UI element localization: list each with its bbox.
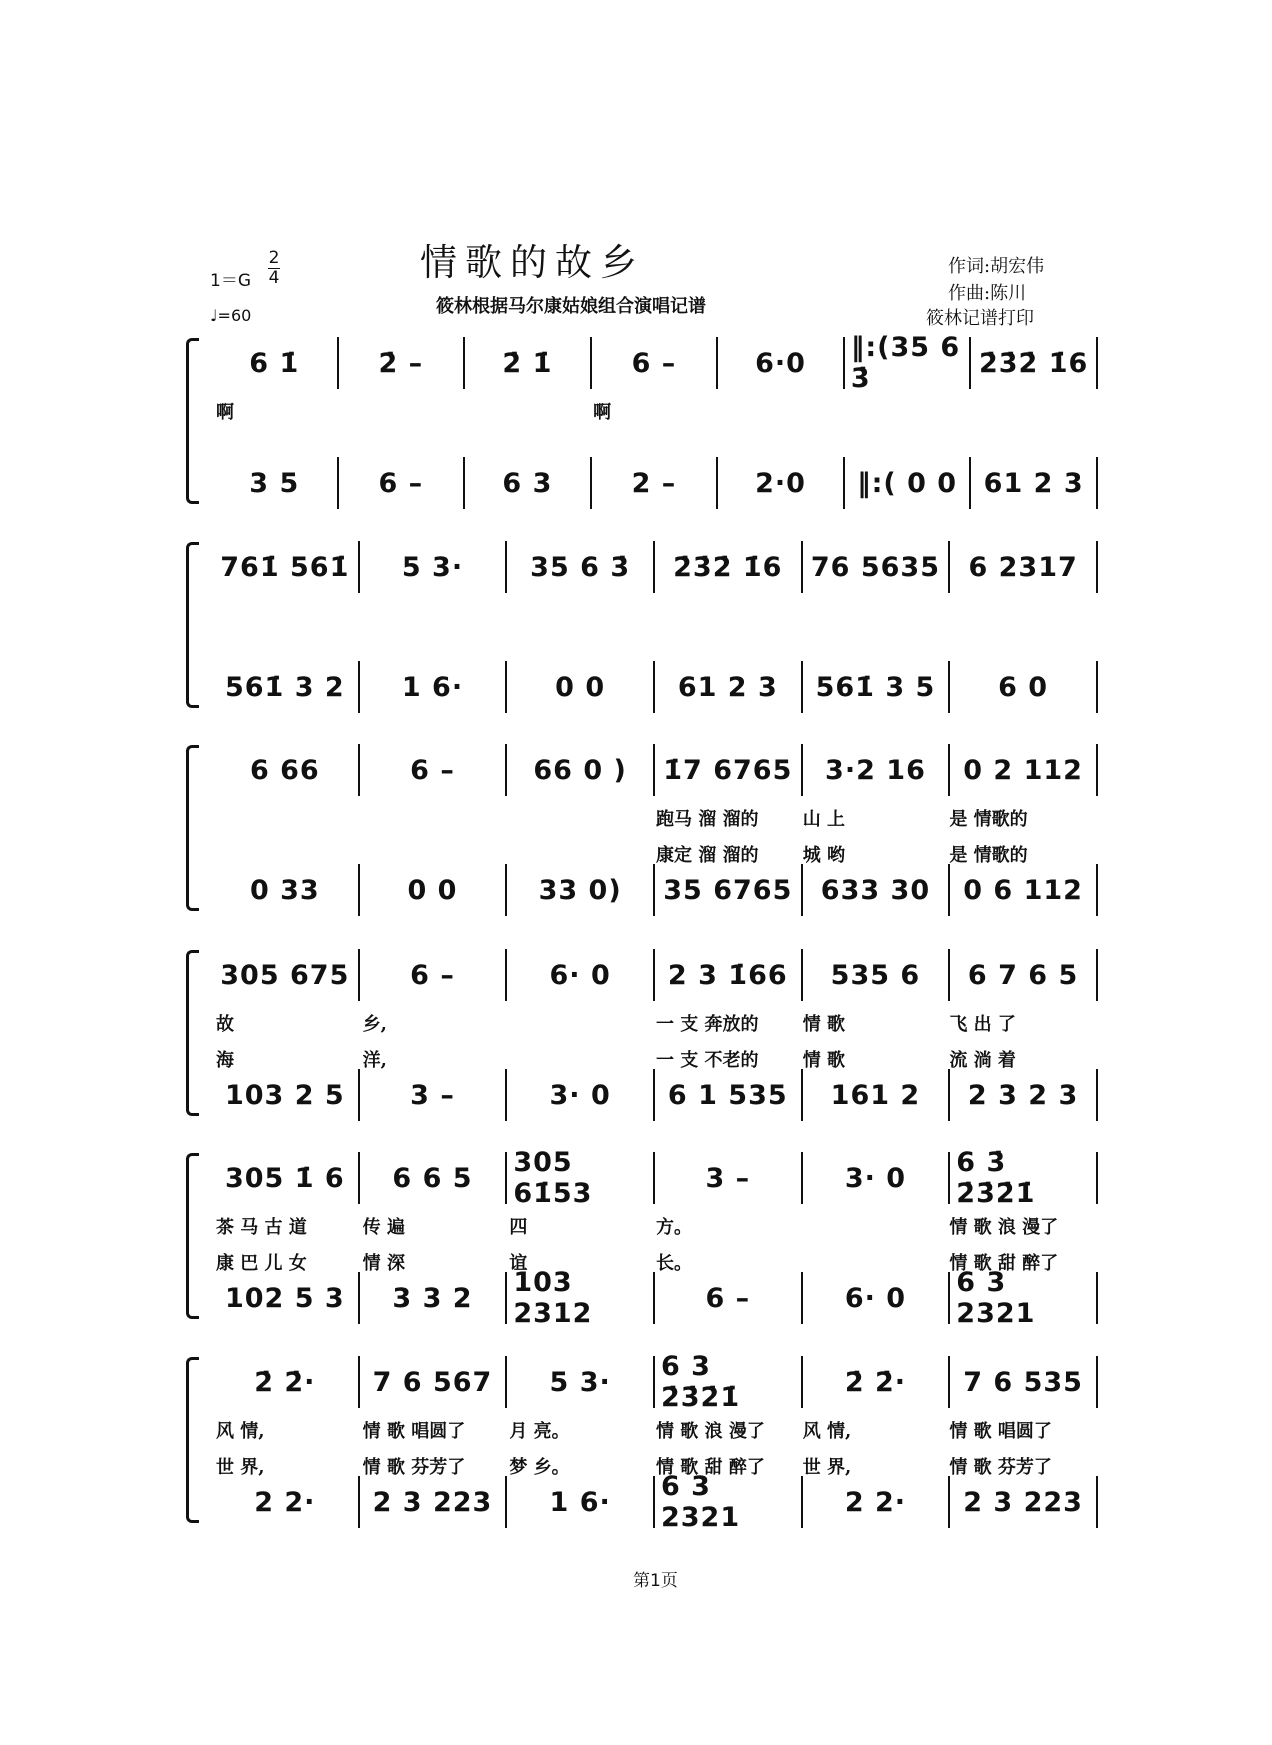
- measure: [803, 1356, 951, 1408]
- note-group: 2 2·: [254, 1486, 316, 1518]
- note-group: 3· 0: [844, 1162, 907, 1194]
- lyric-text: [949, 602, 1096, 632]
- measure: [655, 864, 803, 916]
- lyrics-verse-1: [216, 398, 1096, 428]
- lyric-text: 梦 乡。: [509, 1457, 570, 1478]
- transcriber-credit: 筱林记谱打印: [926, 308, 1034, 329]
- lyric-text: [363, 805, 510, 835]
- measure: [360, 1069, 508, 1121]
- lyric-text: 城 哟: [802, 845, 845, 866]
- note-group: 3 3 2: [392, 1282, 473, 1314]
- time-signature: [268, 249, 280, 288]
- system-bracket: [186, 1357, 199, 1523]
- measure: [360, 661, 508, 713]
- note-group: 6 66: [249, 754, 320, 786]
- lyric-text: 传 遍: [362, 1217, 405, 1238]
- measure: [950, 1356, 1098, 1408]
- lyric-text: 康定 溜 溜的: [656, 845, 759, 866]
- note-group: 2̇3̇2̇ 1̇6: [978, 347, 1089, 379]
- song-subtitle: 筱林根据马尔康姑娘组合演唱记谱: [436, 296, 706, 317]
- measure: [803, 1476, 951, 1528]
- note-group: 61 2 3: [983, 467, 1084, 499]
- lyric-text: 情 歌 唱圆了: [949, 1421, 1052, 1442]
- note-group: 2̇ 2̇·: [844, 1366, 907, 1398]
- measure: [212, 337, 339, 389]
- note-group: 0 33: [249, 874, 320, 906]
- measure: [971, 457, 1098, 509]
- measure: [655, 1351, 803, 1413]
- lyrics-verse-1: [216, 602, 1096, 632]
- lyric-text: [845, 398, 971, 428]
- page-number: 第1页: [633, 1571, 678, 1591]
- note-group: 103 2312: [513, 1267, 593, 1329]
- upper-voice-line: [212, 332, 1098, 394]
- note-group: 0 2 112: [963, 754, 1083, 786]
- lyric-text: 情 歌 芬芳了: [949, 1457, 1052, 1478]
- measure: [507, 1476, 655, 1528]
- lower-voice-line: [212, 1267, 1098, 1329]
- note-group: ‖:( 0 0: [857, 467, 958, 499]
- note-group: 305 1̇ 6: [224, 1162, 345, 1194]
- measure: [950, 1267, 1098, 1329]
- measure: [212, 744, 360, 796]
- lyric-text: 情 歌 芬芳了: [362, 1457, 466, 1478]
- lyric-text: 是 情歌的: [949, 809, 1028, 830]
- lower-voice-line: [212, 1064, 1098, 1126]
- note-group: 76 5635: [810, 551, 941, 583]
- time-signature-bottom: 4: [268, 268, 280, 288]
- system-bracket: [186, 338, 199, 504]
- note-group: 2 3 223: [963, 1486, 1083, 1518]
- lyric-text: 情 歌: [802, 1050, 845, 1071]
- measure: [950, 949, 1098, 1001]
- note-group: 3·2 16: [825, 754, 926, 786]
- measure: [655, 1272, 803, 1324]
- note-group: 6 3 2321: [956, 1267, 1036, 1329]
- note-group: 6 3 2̇3̇2̇1̇: [660, 1351, 741, 1413]
- lyric-text: [803, 602, 950, 632]
- lyric-text: [467, 398, 593, 428]
- measure: [592, 457, 719, 509]
- lyric-text: 四: [509, 1217, 528, 1238]
- measure: [592, 337, 719, 389]
- note-group: 1 6·: [549, 1486, 611, 1518]
- measure: [971, 337, 1098, 389]
- lower-voice-line: [212, 1471, 1098, 1533]
- lyric-text: 跑马 溜 溜的: [656, 809, 759, 830]
- measure: [507, 1267, 655, 1329]
- lyric-text: 情 深: [362, 1253, 405, 1274]
- note-group: 6 3 2321: [660, 1471, 741, 1533]
- lyric-text: 乡,: [362, 1014, 387, 1035]
- note-group: 33 0): [538, 874, 622, 906]
- lyric-text: [216, 602, 363, 632]
- measure: [655, 949, 803, 1001]
- measure: [950, 1476, 1098, 1528]
- note-group: 6 0: [998, 671, 1049, 703]
- lyric-text: 世 界,: [802, 1457, 852, 1478]
- note-group: 535 6: [830, 959, 921, 991]
- note-group: 7 6 567: [372, 1366, 493, 1398]
- measure: [212, 949, 360, 1001]
- upper-voice-line: [212, 536, 1098, 598]
- lyricist-credit: 作词:胡宏伟: [948, 256, 1045, 277]
- note-group: 761̇ 561̇: [220, 551, 350, 583]
- measure: [655, 541, 803, 593]
- note-group: 305 675: [220, 959, 350, 991]
- measure: [655, 1152, 803, 1204]
- lyric-text: 情 歌 浪 漫了: [656, 1421, 765, 1442]
- lyric-text: [342, 398, 468, 428]
- measure: [212, 661, 360, 713]
- note-group: 35 6 3̇: [530, 551, 631, 583]
- tempo-marking: ♩=60: [210, 306, 252, 325]
- lyric-text: [803, 1213, 950, 1243]
- lyric-text: [216, 805, 363, 835]
- note-group: 6 3̇ 2̇3̇2̇1̇: [956, 1147, 1036, 1209]
- measure: [212, 1356, 360, 1408]
- measure: [718, 337, 845, 389]
- note-group: 61 2 3: [677, 671, 778, 703]
- note-group: 6 –: [705, 1282, 751, 1314]
- measure: [507, 661, 655, 713]
- measure: [212, 1272, 360, 1324]
- note-group: 5 3·: [401, 551, 464, 583]
- measure: [950, 1147, 1098, 1209]
- measure: [360, 541, 508, 593]
- note-group: 561̇ 3 5: [815, 671, 936, 703]
- note-group: 6 –: [410, 754, 455, 786]
- note-group: 161 2: [830, 1079, 921, 1111]
- note-group: 1 6·: [401, 671, 464, 703]
- measure: [212, 1069, 360, 1121]
- score-system: [186, 745, 1086, 905]
- score-system: [186, 1147, 1086, 1329]
- measure: [507, 1356, 655, 1408]
- note-group: 103 2 5: [224, 1079, 345, 1111]
- lyric-text: 情 歌 甜 醉了: [656, 1457, 765, 1478]
- measure: [212, 1476, 360, 1528]
- note-group: 3 5: [249, 467, 300, 499]
- lyric-text: 谊: [509, 1253, 528, 1274]
- time-signature-top: 2: [268, 248, 280, 268]
- lyric-text: 方。: [656, 1217, 693, 1238]
- upper-voice-line: [212, 944, 1098, 1006]
- measure: [950, 661, 1098, 713]
- note-group: 0 0: [407, 874, 458, 906]
- note-group: 2·0: [755, 467, 806, 499]
- score-system: [186, 332, 1089, 499]
- note-group: 66 0 ): [533, 754, 627, 786]
- measure: [655, 1471, 803, 1533]
- lyric-text: 洋,: [362, 1050, 387, 1071]
- measure: [507, 1147, 655, 1209]
- lyric-text: 故: [216, 1014, 234, 1035]
- note-group: 0 6 112: [963, 874, 1083, 906]
- measure: [803, 949, 951, 1001]
- score-system: [186, 950, 1086, 1110]
- lyric-text: 一 支 不老的: [656, 1050, 759, 1071]
- note-group: 6· 0: [549, 959, 611, 991]
- note-group: 6· 0: [844, 1282, 907, 1314]
- lyric-text: 世 界,: [216, 1457, 265, 1478]
- lyric-text: 一 支 奔放的: [656, 1014, 759, 1035]
- lyric-text: 海: [216, 1050, 234, 1071]
- score-system: [186, 542, 1086, 702]
- note-group: 6 3: [502, 467, 553, 499]
- measure: [339, 337, 466, 389]
- measure: [950, 1069, 1098, 1121]
- note-group: 35 6765: [663, 874, 793, 906]
- measure: [339, 457, 466, 509]
- lyric-text: [656, 602, 803, 632]
- measure: [803, 744, 951, 796]
- measure: [507, 541, 655, 593]
- system-bracket: [186, 542, 199, 708]
- lyric-text: [509, 1010, 656, 1040]
- lyric-text: [719, 398, 845, 428]
- note-group: 2 3 223: [372, 1486, 493, 1518]
- lyric-text: 啊: [216, 402, 234, 423]
- upper-voice-line: [212, 1147, 1098, 1209]
- note-group: 305 61̇53: [513, 1147, 593, 1209]
- lyric-text: [363, 602, 510, 632]
- lower-voice-line: [212, 452, 1098, 514]
- note-group: 3 –: [705, 1162, 751, 1194]
- measure: [803, 1069, 951, 1121]
- lower-voice-line: [212, 656, 1098, 718]
- measure: [212, 864, 360, 916]
- measure: [845, 457, 972, 509]
- song-title: 情歌的故乡: [420, 241, 645, 284]
- measure: [360, 744, 508, 796]
- measure: [360, 1152, 508, 1204]
- lyric-text: 啊: [593, 402, 612, 423]
- upper-voice-line: [212, 739, 1098, 801]
- measure: [655, 744, 803, 796]
- measure: [360, 1476, 508, 1528]
- measure: [950, 541, 1098, 593]
- note-group: 1̇7 6765: [663, 754, 793, 786]
- note-group: 6 –: [378, 467, 424, 499]
- measure: [465, 337, 592, 389]
- measure: [803, 1152, 951, 1204]
- note-group: 6 6 5: [392, 1162, 473, 1194]
- measure: [803, 661, 951, 713]
- note-group: 3 –: [410, 1079, 455, 1111]
- note-group: 5 3·: [549, 1366, 611, 1398]
- note-group: 0 0: [555, 671, 606, 703]
- system-bracket: [186, 1153, 199, 1319]
- note-group: 2̇3̇2̇ 1̇6: [673, 551, 783, 583]
- note-group: 2 3 2 3: [967, 1079, 1079, 1111]
- lyric-text: 是 情歌的: [949, 845, 1028, 866]
- lyric-text: 风 情,: [216, 1421, 265, 1442]
- lyric-text: [509, 602, 656, 632]
- system-bracket: [186, 745, 199, 911]
- measure: [655, 1069, 803, 1121]
- lyric-text: [509, 805, 656, 835]
- measure: [507, 949, 655, 1001]
- note-group: 6·0: [755, 347, 806, 379]
- measure: [360, 1356, 508, 1408]
- note-group: 2 2·: [844, 1486, 907, 1518]
- note-group: 2̇ –: [378, 347, 424, 379]
- measure: [803, 864, 951, 916]
- note-group: 6 2317: [968, 551, 1078, 583]
- measure: [507, 1069, 655, 1121]
- system-bracket: [186, 950, 199, 1116]
- note-group: 633 30: [820, 874, 931, 906]
- measure: [507, 744, 655, 796]
- note-group: 102 5 3: [224, 1282, 345, 1314]
- lyric-text: [970, 398, 1096, 428]
- lyric-text: 情 歌 浪 漫了: [949, 1217, 1059, 1238]
- lyrics-verse-1: [216, 805, 1096, 835]
- note-group: 2̇ 1̇: [502, 347, 553, 379]
- measure: [803, 1272, 951, 1324]
- note-group: 2 –: [631, 467, 677, 499]
- lyric-text: 情 歌 甜 醉了: [949, 1253, 1059, 1274]
- lyrics-verse-1: [216, 1417, 1096, 1447]
- note-group: 3· 0: [549, 1079, 611, 1111]
- measure: [655, 661, 803, 713]
- lyric-text: 茶 马 古 道: [216, 1217, 307, 1238]
- measure: [212, 457, 339, 509]
- note-group: ‖:(35 6 3̇: [850, 332, 961, 394]
- note-group: 6 1 535: [667, 1079, 788, 1111]
- note-group: 6 1̇: [249, 347, 300, 379]
- note-group: 6 7 6 5: [967, 959, 1079, 991]
- measure: [950, 864, 1098, 916]
- note-group: 7 6 535: [963, 1366, 1083, 1398]
- lyric-text: 长。: [656, 1253, 693, 1274]
- lyric-text: 山 上: [802, 809, 845, 830]
- lyrics-verse-1: [216, 1010, 1096, 1040]
- score-system: [186, 1351, 1086, 1533]
- note-group: 6 –: [631, 347, 677, 379]
- lyric-text: 风 情,: [802, 1421, 852, 1442]
- upper-voice-line: [212, 1351, 1098, 1413]
- measure: [507, 864, 655, 916]
- measure: [845, 332, 972, 394]
- measure: [360, 864, 508, 916]
- note-group: 2̇ 2̇·: [254, 1366, 316, 1398]
- measure: [950, 744, 1098, 796]
- measure: [465, 457, 592, 509]
- note-group: 561̇ 3 2: [224, 671, 345, 703]
- lyrics-verse-1: [216, 1213, 1096, 1243]
- measure: [803, 541, 951, 593]
- key-signature: 1＝G: [210, 271, 251, 291]
- note-group: 2 3 1̇66: [667, 959, 788, 991]
- lyric-text: 情 歌 唱圆了: [362, 1421, 466, 1442]
- measure: [360, 949, 508, 1001]
- lyric-text: 情 歌: [802, 1014, 845, 1035]
- lyric-text: 月 亮。: [509, 1421, 570, 1442]
- composer-credit: 作曲:陈川: [948, 283, 1027, 304]
- lower-voice-line: [212, 859, 1098, 921]
- measure: [212, 541, 360, 593]
- lyric-text: 流 淌 着: [949, 1050, 1016, 1071]
- lyric-text: 康 巴 儿 女: [216, 1253, 307, 1274]
- measure: [212, 1152, 360, 1204]
- measure: [360, 1272, 508, 1324]
- measure: [718, 457, 845, 509]
- note-group: 6 –: [410, 959, 455, 991]
- lyric-text: 飞 出 了: [949, 1014, 1016, 1035]
